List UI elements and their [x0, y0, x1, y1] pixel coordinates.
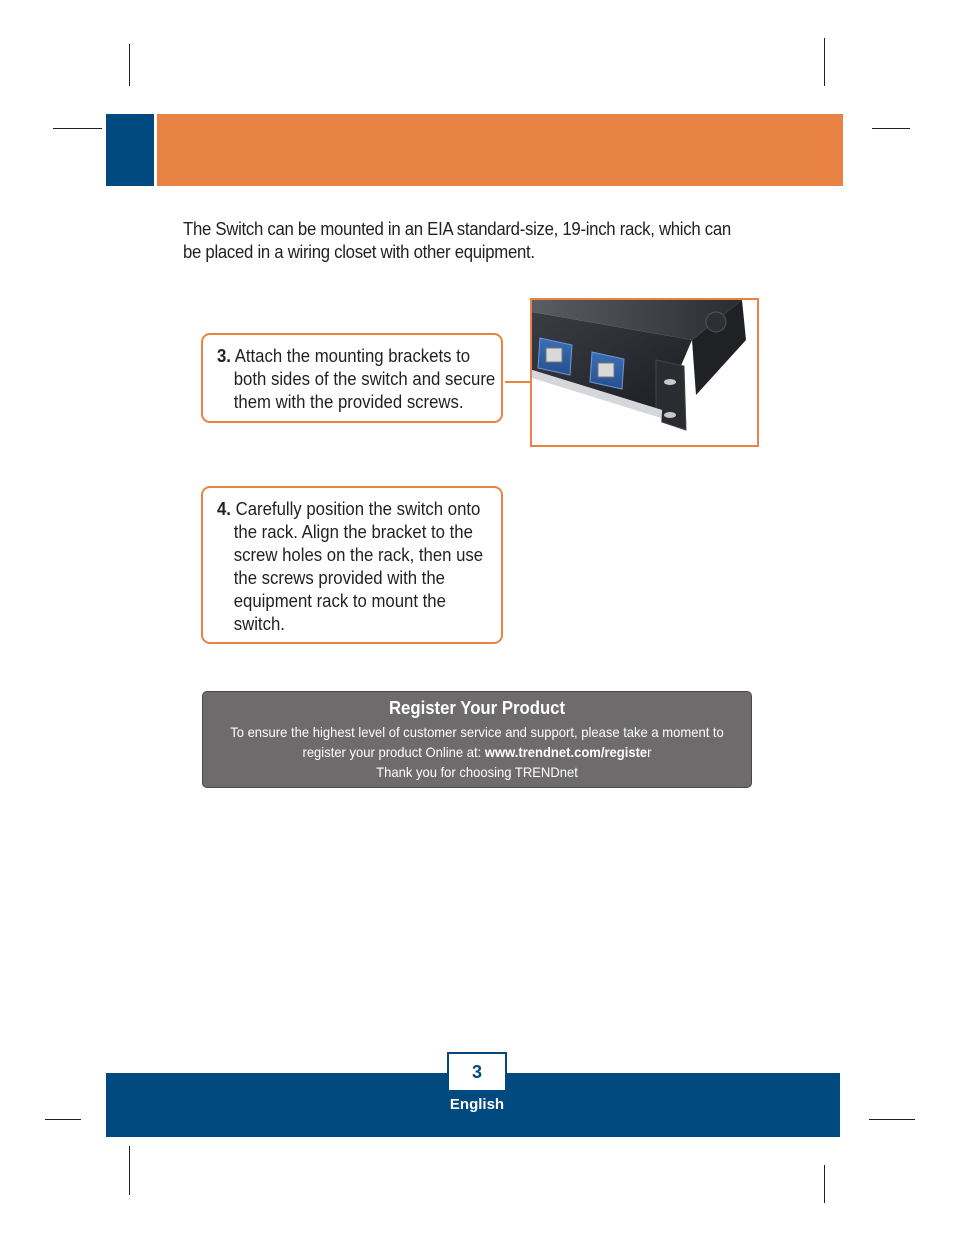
step-line: both sides of the switch and secure [233, 369, 496, 389]
register-body [222, 722, 732, 782]
crop-mark [129, 44, 130, 86]
crop-mark [53, 128, 102, 129]
step-line: Carefully position the switch onto [235, 499, 481, 519]
step-line: Attach the mounting brackets to [234, 346, 471, 366]
register-title: Register Your Product [388, 698, 566, 718]
intro-line: be placed in a wiring closet with other equipment. [183, 242, 535, 262]
step-number: 3. [217, 346, 231, 366]
step-line: switch. [233, 614, 285, 634]
page-number: 3 [447, 1052, 507, 1092]
step-line: equipment rack to mount the [233, 591, 446, 611]
switch-bracket-illustration [532, 300, 757, 445]
step-3-text [217, 345, 496, 414]
crop-mark [45, 1119, 81, 1120]
step-line: the screws provided with the [233, 568, 445, 588]
register-url-tail: r [647, 744, 652, 760]
footer-language: English [449, 1096, 505, 1113]
register-url-link[interactable]: www.trendnet.com/registe [484, 744, 648, 760]
crop-mark [824, 38, 825, 86]
register-line-prefix: register your product Online at: [302, 744, 485, 760]
step-4-callout [201, 486, 503, 644]
register-line: To ensure the highest level of customer service and support, please take a moment to [230, 724, 724, 740]
intro-line: The Switch can be mounted in an EIA standard-size, 19-inch rack, which can [183, 219, 731, 239]
step-3-callout [201, 333, 503, 423]
header-orange-band [157, 114, 843, 186]
register-line: Thank you for choosing TRENDnet [376, 764, 578, 780]
crop-mark [869, 1119, 915, 1120]
switch-bracket-photo [530, 298, 759, 447]
register-line [222, 742, 732, 762]
step-line: screw holes on the rack, then use [233, 545, 484, 565]
crop-mark [872, 128, 910, 129]
header-blue-block [106, 114, 154, 186]
crop-mark [824, 1165, 825, 1203]
crop-mark [129, 1146, 130, 1195]
step-line: them with the provided screws. [233, 392, 464, 412]
intro-paragraph [183, 218, 732, 264]
step-line: the rack. Align the bracket to the [233, 522, 473, 542]
register-product-box [202, 691, 752, 788]
step-4-text [217, 498, 496, 636]
step-number: 4. [217, 499, 231, 519]
